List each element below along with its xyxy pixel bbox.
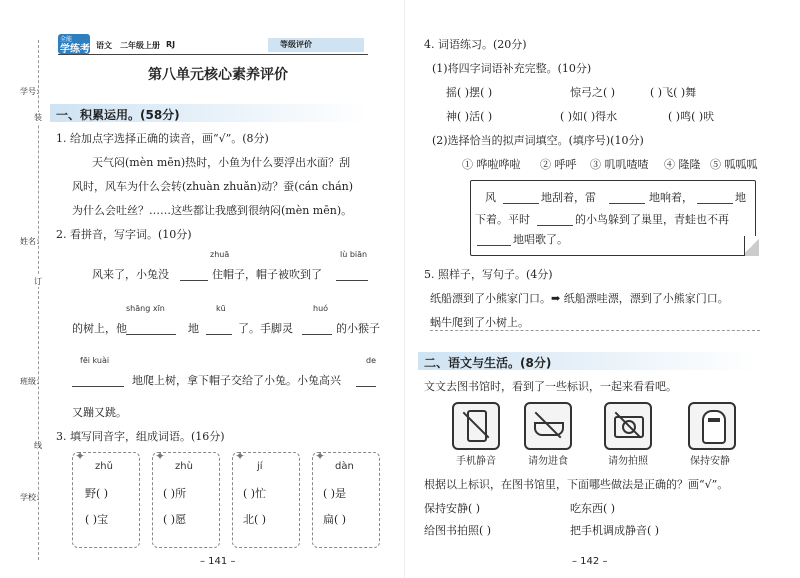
box-text-3: 地响着，: [649, 191, 693, 204]
q4-option-4: ④ 隆隆: [664, 158, 701, 171]
box-text-5: 下着。平时: [475, 213, 530, 226]
q5-answer-line[interactable]: [430, 330, 760, 331]
q4-option-2: ② 呼呼: [540, 158, 577, 171]
section2-question: 根据以上标识，在图书馆里，下面哪些做法是正确的？画“√”。: [424, 478, 729, 491]
q2-pinyin-shangxin: shāng xīn: [126, 304, 165, 313]
q2-pinyin-de: de: [366, 356, 376, 365]
page-title: 第八单元核心素养评价: [148, 67, 288, 83]
box-blank-5[interactable]: [477, 245, 511, 246]
quiet-icon: [688, 402, 736, 450]
q4-row1-a[interactable]: 摇( )摆( ): [446, 86, 493, 99]
star-icon: ✦: [235, 449, 246, 463]
q5-task: 蜗牛爬到了小树上。: [430, 316, 529, 329]
q1-line1: 天气闷(mèn mēn)热时，小鱼为什么要浮出水面？刮: [92, 156, 351, 169]
q2-blank-3[interactable]: [126, 334, 176, 335]
card4-pinyin: dàn: [335, 461, 354, 472]
q4-sub2: (2)选择恰当的拟声词填空。(填序号)(10分): [432, 134, 644, 147]
q1-line3: 为什么会吐丝？……这些都让我感到很纳闷(mèn mēn)。: [72, 204, 353, 217]
q5-example: 纸船漂到了小熊家门口。➡ 纸船漂哇漂，漂到了小熊家门口。: [430, 292, 729, 305]
choice-mute[interactable]: 把手机调成静音( ): [570, 524, 660, 537]
q4-row2-a[interactable]: 神( )活( ): [446, 110, 493, 123]
choice-quiet[interactable]: 保持安静( ): [424, 502, 481, 515]
q2-line3: 地爬上树，拿下帽子交给了小兔。小兔高兴: [132, 374, 341, 387]
card3-word-a[interactable]: ( )忙: [243, 487, 267, 500]
section1-title: 一、积累运用。(58分): [56, 108, 180, 122]
section2-bar: [418, 352, 758, 370]
left-page-number: – 141 –: [200, 556, 236, 567]
page-curl-icon: [744, 236, 759, 256]
choice-eat[interactable]: 吃东西( ): [570, 502, 616, 515]
section2-intro: 文文去图书馆时，看到了一些标识，一起来看看吧。: [424, 380, 677, 393]
box-blank-3[interactable]: [697, 203, 733, 204]
card3-pinyin: jí: [257, 461, 263, 472]
homophone-card-3: [232, 449, 300, 548]
sign-label-3: 请勿拍照: [608, 456, 648, 467]
sign-label-2: 请勿进食: [528, 456, 568, 467]
q3-stem: 3. 填写同音字，组成词语。(16分): [56, 430, 225, 443]
q2-pinyin-ku: kū: [216, 304, 226, 313]
section1-bar: [50, 104, 368, 122]
margin-label-school: 学校：: [20, 493, 44, 502]
q4-option-5: ⑤ 呱呱呱: [710, 158, 758, 171]
box-text-6: 的小鸟躲到了巢里，青蛙也不再: [575, 213, 729, 226]
q4-row1-b[interactable]: 惊弓之( ): [570, 86, 616, 99]
header-tag: 等级评价: [280, 40, 312, 49]
q2-line1b: 住帽子，帽子被吹到了: [212, 268, 322, 281]
margin-label-name: 姓名：: [20, 237, 44, 246]
margin-mark-xian: 线: [34, 441, 42, 450]
q4-row1-c[interactable]: ( )飞( )舞: [650, 86, 697, 99]
star-icon: ✦: [315, 449, 326, 463]
margin-mark-zhuang: 装: [34, 113, 42, 122]
card2-word-a[interactable]: ( )所: [163, 487, 187, 500]
card2-word-b[interactable]: ( )愿: [163, 513, 187, 526]
brand-logo: [58, 34, 90, 54]
q2-line1a: 风来了，小兔没: [92, 268, 169, 281]
q4-row2-b[interactable]: ( )如( )得水: [560, 110, 618, 123]
box-blank-4[interactable]: [537, 225, 573, 226]
card2-pinyin: zhù: [175, 461, 193, 472]
q2-blank-2[interactable]: [336, 280, 368, 281]
card4-word-b[interactable]: 扁( ): [323, 513, 347, 526]
q2-line2c: 了。手脚灵: [238, 322, 293, 335]
no-photo-icon: [604, 402, 652, 450]
homophone-card-2: [152, 449, 220, 548]
box-blank-2[interactable]: [609, 203, 645, 204]
star-icon: ✦: [75, 449, 86, 463]
header-rule: [58, 54, 368, 55]
box-text-1: 风: [485, 191, 496, 204]
q2-line4: 又蹦又跳。: [72, 406, 127, 419]
card1-word-b[interactable]: ( )宝: [85, 513, 109, 526]
card3-word-b[interactable]: 北( ): [243, 513, 267, 526]
box-blank-1[interactable]: [503, 203, 539, 204]
choice-photo[interactable]: 给图书拍照( ): [424, 524, 492, 537]
no-food-icon: [524, 402, 572, 450]
right-page-number: – 142 –: [572, 556, 608, 567]
brand-small: 全能: [60, 36, 73, 43]
card1-pinyin: zhǔ: [95, 461, 113, 472]
q2-blank-6[interactable]: [72, 386, 124, 387]
page-divider: [404, 0, 405, 578]
card4-word-a[interactable]: ( )是: [323, 487, 347, 500]
q2-line2a: 的树上，他: [72, 322, 127, 335]
q4-option-3: ③ 叽叽喳喳: [590, 158, 649, 171]
brand-name: 学练考: [60, 44, 90, 55]
sign-label-1: 手机静音: [456, 456, 496, 467]
grade: 二年级上册: [120, 41, 160, 50]
margin-label-number: 学号：: [20, 87, 44, 96]
section2-title: 二、语文与生活。(8分): [424, 356, 552, 370]
homophone-card-1: [72, 449, 140, 548]
q2-pinyin-zhua: zhuā: [210, 250, 230, 259]
q5-stem: 5. 照样子，写句子。(4分): [424, 268, 553, 281]
box-text-2: 地刮着，雷: [541, 191, 596, 204]
margin-mark-ding: 订: [34, 277, 42, 286]
q2-blank-4[interactable]: [206, 334, 232, 335]
q1-stem: 1. 给加点字选择正确的读音，画“√”。(8分): [56, 132, 269, 145]
q2-line2b: 地: [188, 322, 199, 335]
q1-line2: 风时，风车为什么会转(zhuàn zhuǎn)动？蚕(cán chán): [72, 180, 354, 193]
box-text-4: 地: [735, 191, 746, 204]
q4-row2-c[interactable]: ( )鸣( )吠: [668, 110, 715, 123]
q2-blank-1[interactable]: [180, 280, 208, 281]
q2-pinyin-lubian: lù biān: [340, 250, 368, 259]
sign-label-4: 保持安静: [690, 456, 730, 467]
q4-stem: 4. 词语练习。(20分): [424, 38, 527, 51]
margin-label-class: 班级：: [20, 377, 44, 386]
q2-line2d: 的小猴子: [336, 322, 380, 335]
q2-blank-5[interactable]: [302, 334, 332, 335]
fill-in-box: [470, 180, 756, 256]
phone-mute-icon: [452, 402, 500, 450]
homophone-card-4: [312, 449, 380, 548]
edition: RJ: [166, 40, 176, 49]
q2-pinyin-huo: huó: [313, 304, 329, 313]
q2-blank-7[interactable]: [356, 386, 376, 387]
card1-word-a[interactable]: 野( ): [85, 487, 109, 500]
subject: 语文: [96, 41, 112, 50]
q2-stem: 2. 看拼音，写字词。(10分): [56, 228, 192, 241]
header-tag-bar: [268, 38, 364, 52]
box-text-7: 地唱歌了。: [513, 233, 568, 246]
star-icon: ✦: [155, 449, 166, 463]
q2-pinyin-feikuai: fēi kuài: [80, 356, 110, 365]
q4-option-1: ① 哗啦哗啦: [462, 158, 521, 171]
q4-sub1: (1)将四字词语补充完整。(10分): [432, 62, 592, 75]
